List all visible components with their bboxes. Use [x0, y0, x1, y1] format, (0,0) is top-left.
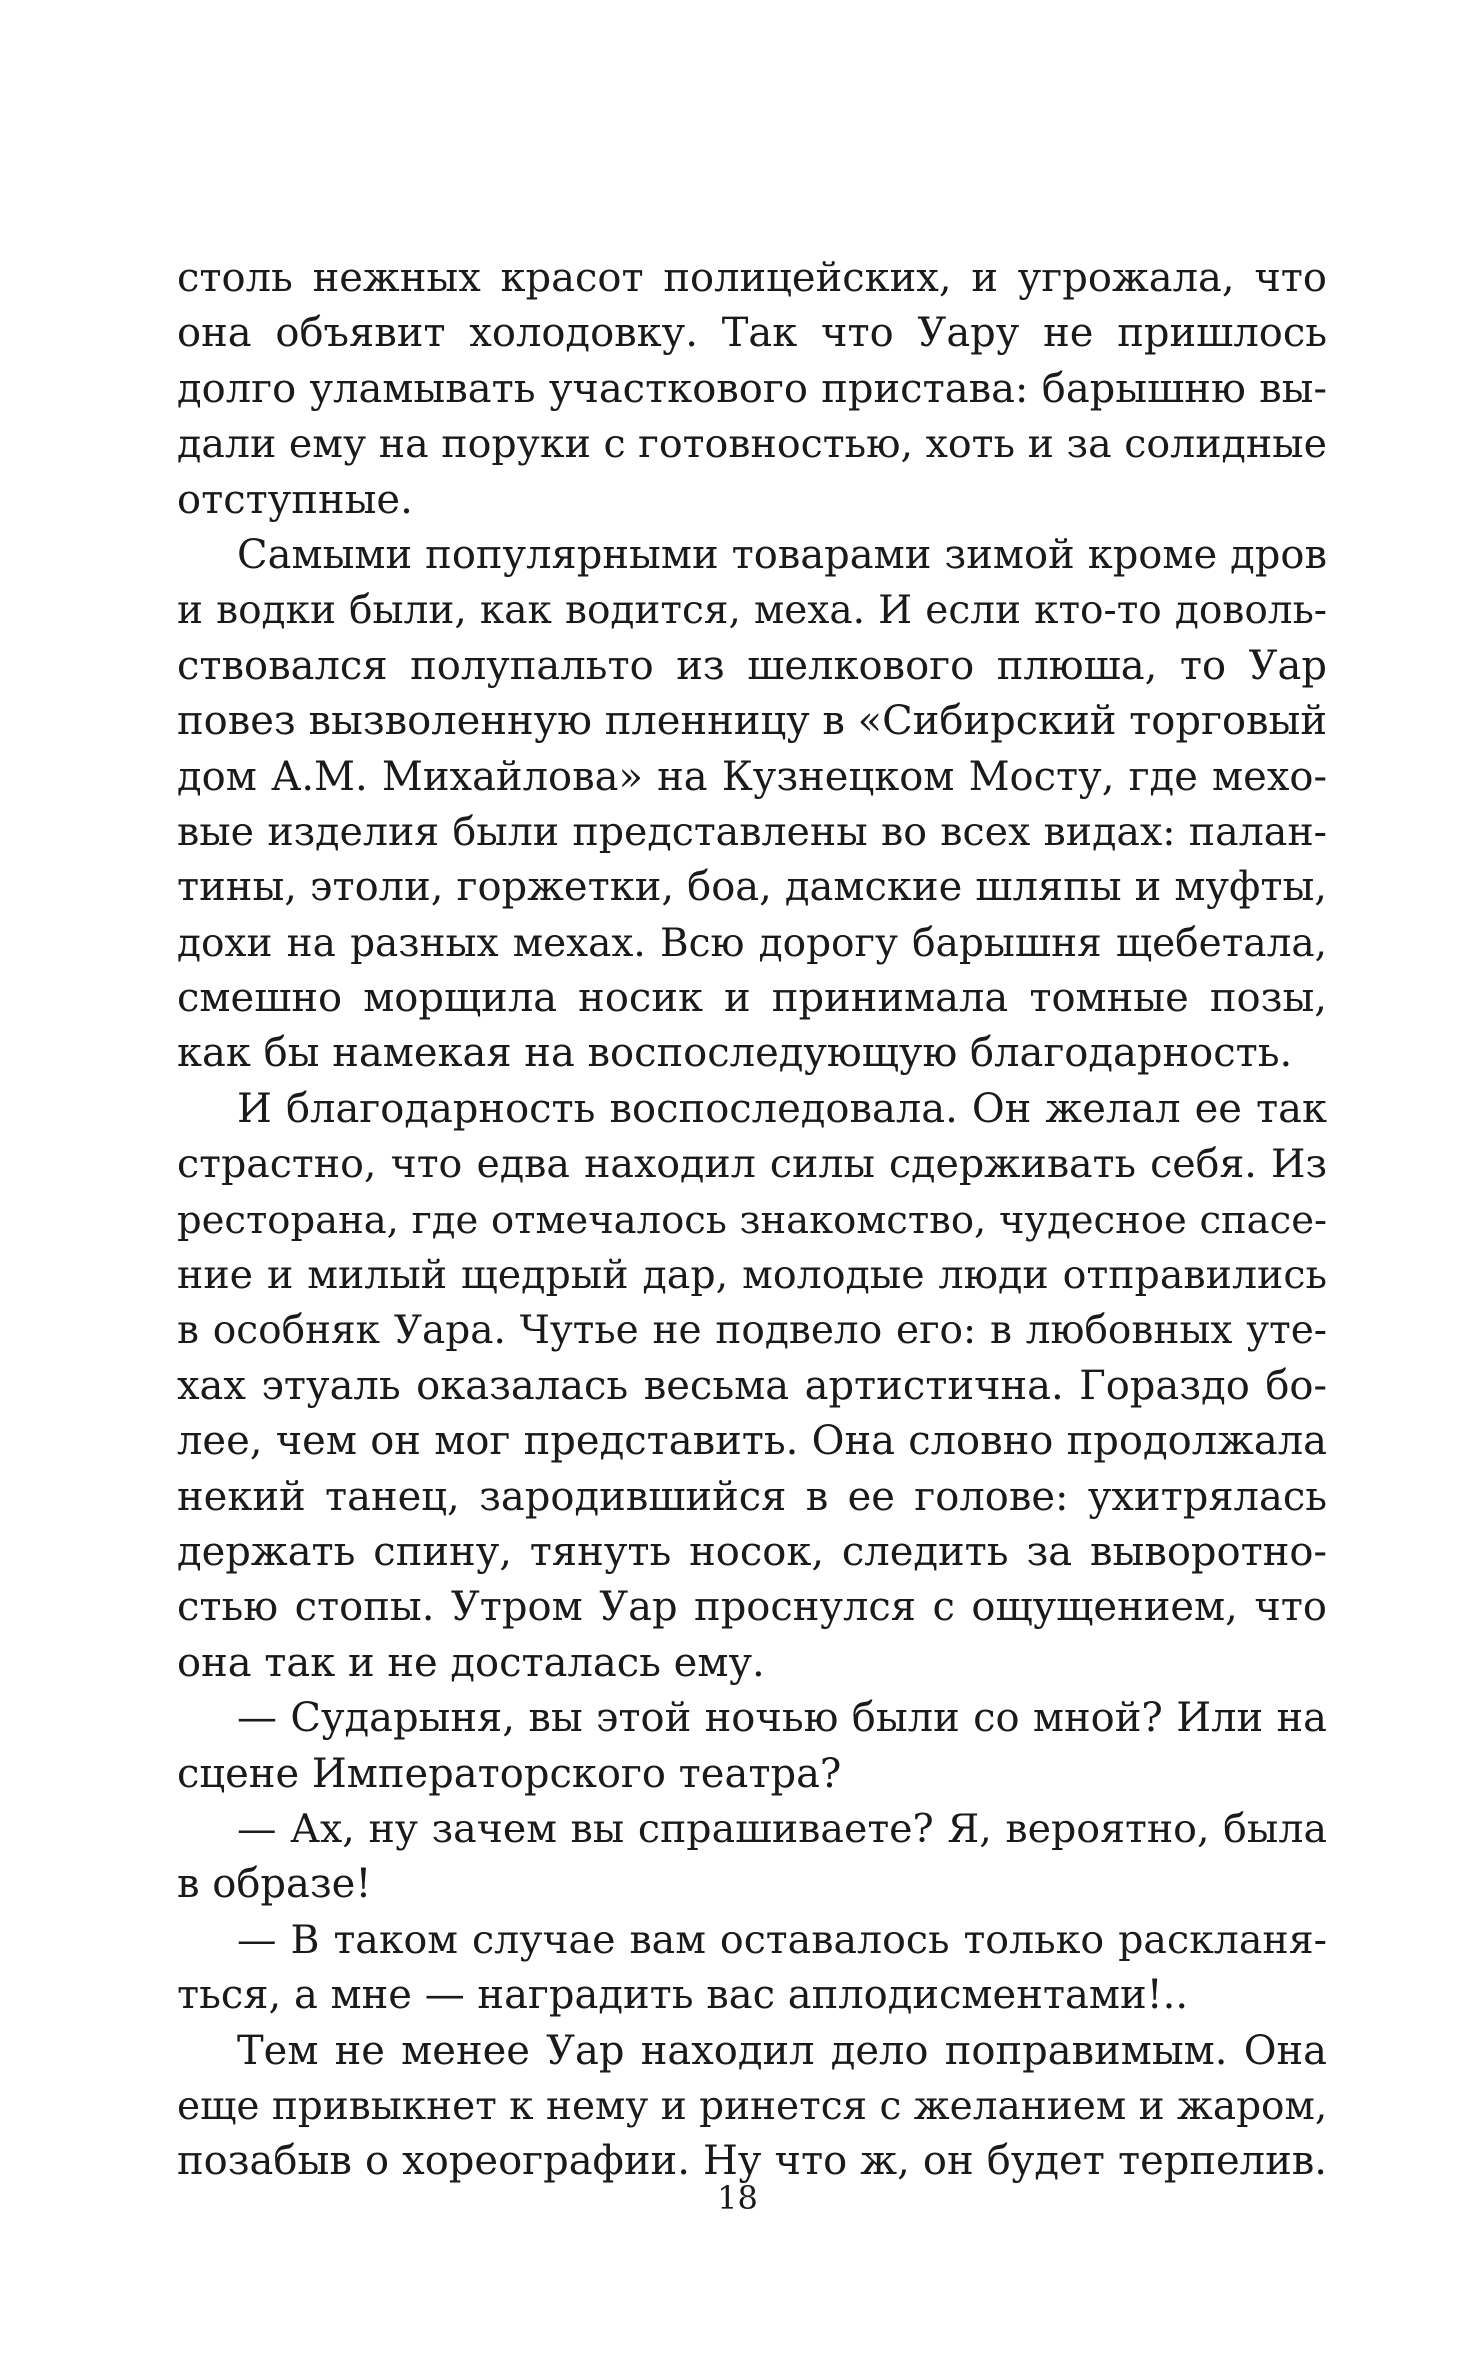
text-line: ние и милый щедрый дар, молодые люди отправились — [177, 1252, 1327, 1299]
text-line: в образе! — [177, 1861, 372, 1908]
text-line: долго уламывать участкового пристава: барышню вы- — [177, 365, 1327, 412]
text-line: как бы намекая на воспоследующую благодарность. — [177, 1030, 1293, 1077]
text-line: позабыв о хореографии. Ну что ж, он будет терпелив. — [177, 2138, 1327, 2185]
text-line: — В таком случае вам оставалось только раскланя- — [237, 1916, 1327, 1963]
text-line: страстно, что едва находил силы сдерживать себя. Из — [177, 1141, 1327, 1188]
text-line: Тем не менее Уар находил дело поправимым. Она — [237, 2027, 1327, 2074]
text-line: держать спину, тянуть носок, следить за выворотно- — [177, 1528, 1327, 1575]
text-line: она объявит холодовку. Так что Уару не пришлось — [177, 310, 1327, 357]
text-line: тины, этоли, горжетки, боа, дамские шляпы и муфты, — [177, 864, 1327, 911]
text-line: повез вызволенную пленницу в «Сибирский торговый — [177, 698, 1328, 745]
text-line: отступные. — [177, 476, 413, 523]
text-line: дали ему на поруки с готовностью, хоть и за солидные — [177, 421, 1327, 468]
text-line: Самыми популярными товарами зимой кроме дров — [237, 531, 1327, 578]
text-line: дом А.М. Михайлова» на Кузнецком Мосту, где мехо- — [177, 753, 1327, 800]
text-line: лее, чем он мог представить. Она словно продолжала — [177, 1418, 1327, 1465]
text-line: столь нежных красот полицейских, и угрожала, что — [177, 255, 1327, 301]
text-line: ствовался полупальто из шелкового плюша, то Уар — [177, 642, 1327, 689]
text-line: сцене Императорского театра? — [177, 1750, 842, 1797]
text-line: еще привыкнет к нему и ринется с желанием и жаром, — [177, 2083, 1328, 2129]
text-line: дохи на разных мехах. Всю дорогу барышня щебетала, — [177, 920, 1327, 966]
text-line: И благодарность воспоследовала. Он желал ее так — [237, 1085, 1327, 1132]
text-line: она так и не досталась ему. — [177, 1639, 765, 1686]
text-line: ресторана, где отмечалось знакомство, чудесное спасе- — [177, 1197, 1327, 1243]
page-number: 18 — [717, 2179, 758, 2217]
body-text — [177, 251, 1327, 2190]
text-line: и водки были, как водится, меха. И если кто-то доволь- — [177, 588, 1327, 634]
text-line: хах этуаль оказалась весьма артистична. Гораздо бо- — [177, 1362, 1327, 1409]
text-line: ться, а мне — наградить вас аплодисментами!.. — [177, 1972, 1189, 2019]
text-line: в особняк Уара. Чутье не подвело его: в любовных уте- — [177, 1308, 1327, 1354]
text-line: — Ах, ну зачем вы спрашиваете? Я, вероятно, была — [237, 1805, 1327, 1852]
text-line: вые изделия были представлены во всех видах: палан- — [177, 808, 1327, 855]
text-line: некий танец, зародившийся в ее голове: ухитрялась — [177, 1473, 1327, 1520]
text-line: — Сударыня, вы этой ночью были со мной? Или на — [237, 1695, 1327, 1742]
text-line: смешно морщила носик и принимала томные позы, — [177, 975, 1327, 1022]
text-line: стью стопы. Утром Уар проснулся с ощущением, что — [177, 1584, 1327, 1631]
